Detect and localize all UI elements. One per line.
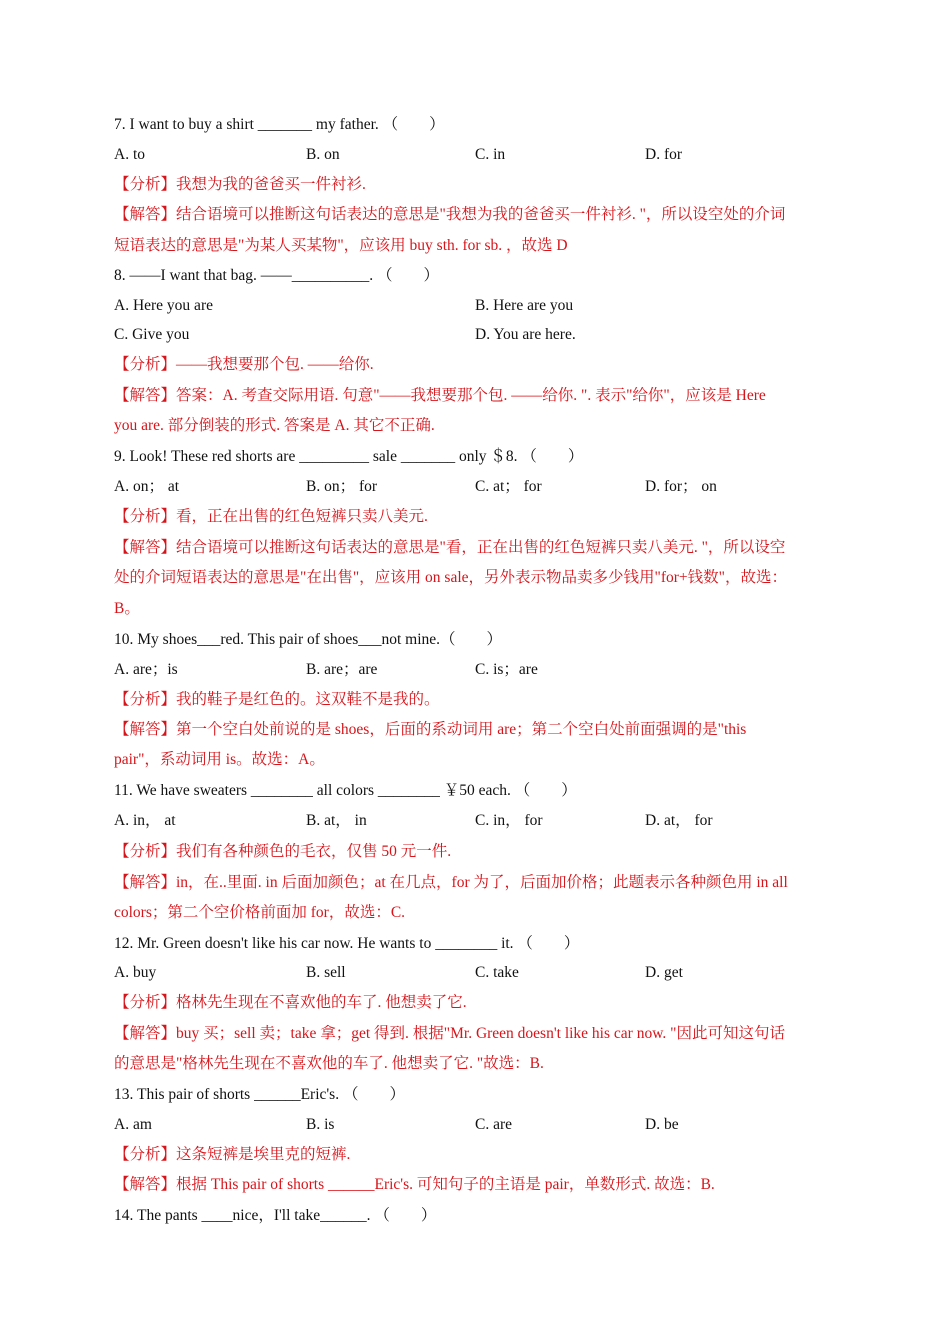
question-8-option-d: D. You are here. — [475, 326, 576, 343]
question-11-analysis: 【分析】我们有各种颜色的毛衣，仅售 50 元一件. — [114, 843, 452, 860]
question-7-option-c: C. in — [475, 146, 506, 163]
question-11-solution-line: colors；第二个空价格前面加 for，故选：C. — [114, 904, 406, 921]
question-9-option-a: A. on； at — [114, 478, 180, 495]
question-7-stem: 7. I want to buy a shirt _______ my father. （ ） — [114, 116, 445, 133]
question-10-stem: 10. My shoes___red. This pair of shoes___not mine.（ ） — [114, 631, 503, 648]
question-9-solution-line: B。 — [114, 600, 140, 617]
question-8-option-c: C. Give you — [114, 326, 190, 343]
question-8-solution-line: 【解答】答案：A. 考查交际用语. 句意"——我想要那个包. ——给你. ". 表示"给你"，应该是 Here — [114, 387, 766, 404]
question-11-option-d: D. at， for — [645, 812, 713, 829]
question-11-option-b: B. at， in — [306, 812, 367, 829]
question-13-option-a: A. am — [114, 1116, 152, 1133]
question-11-option-a: A. in， at — [114, 812, 176, 829]
question-7-solution-line: 短语表达的意思是"为某人买某物"，应该用 buy sth. for sb. ，故选 D — [114, 237, 568, 254]
question-11-option-c: C. in， for — [475, 812, 543, 829]
question-12-option-d: D. get — [645, 964, 683, 981]
question-13-option-b: B. is — [306, 1116, 335, 1133]
question-9-solution-line: 处的介词短语表达的意思是"在出售"，应该用 on sale，另外表示物品卖多少钱用"for+钱数"，故选： — [114, 569, 787, 586]
question-7-option-b: B. on — [306, 146, 340, 163]
question-7-solution-line: 【解答】结合语境可以推断这句话表达的意思是"我想为我的爸爸买一件衬衫. "，所以设空处的介词 — [114, 206, 786, 223]
question-11-solution-line: 【解答】in，在..里面. in 后面加颜色；at 在几点，for 为了，后面加价格；此题表示各种颜色用 in all — [114, 874, 788, 891]
question-8-analysis: 【分析】——我想要那个包. ——给你. — [114, 356, 374, 373]
question-7-option-a: A. to — [114, 146, 145, 163]
question-13-stem: 13. This pair of shorts ______Eric's. （ ） — [114, 1086, 405, 1103]
question-7-option-d: D. for — [645, 146, 683, 163]
question-9-option-d: D. for； on — [645, 478, 717, 495]
question-9-stem: 9. Look! These red shorts are _________ sale _______ only ＄8. （ ） — [114, 448, 584, 465]
question-10-option-b: B. are；are — [306, 661, 378, 678]
question-13-analysis: 【分析】这条短裤是埃里克的短裤. — [114, 1146, 351, 1163]
question-12-option-a: A. buy — [114, 964, 157, 981]
question-8-option-b: B. Here are you — [475, 297, 574, 314]
question-8-option-a: A. Here you are — [114, 297, 213, 314]
question-12-stem: 12. Mr. Green doesn't like his car now. He wants to ________ it. （ ） — [114, 935, 580, 952]
question-7-analysis: 【分析】我想为我的爸爸买一件衬衫. — [114, 176, 366, 193]
question-9-solution-line: 【解答】结合语境可以推断这句话表达的意思是"看，正在出售的红色短裤只卖八美元. "，所以设空 — [114, 539, 786, 556]
question-12-option-c: C. take — [475, 964, 519, 981]
question-13-option-c: C. are — [475, 1116, 513, 1133]
question-8-solution-line: you are. 部分倒装的形式. 答案是 A. 其它不正确. — [114, 417, 435, 434]
question-13-solution-line: 【解答】根据 This pair of shorts ______Eric's. 可知句子的主语是 pair，单数形式. 故选：B. — [114, 1176, 715, 1193]
question-10-solution-line: pair"，系动词用 is。故选：A。 — [114, 751, 325, 768]
question-9-analysis: 【分析】看，正在出售的红色短裤只卖八美元. — [114, 508, 428, 525]
question-9-option-c: C. at； for — [475, 478, 542, 495]
question-11-stem: 11. We have sweaters ________ all colors ________ ￥50 each. （ ） — [114, 782, 577, 799]
question-10-option-a: A. are；is — [114, 661, 178, 678]
question-8-stem: 8. ——I want that bag. ——__________. （ ） — [114, 267, 440, 284]
question-10-analysis: 【分析】我的鞋子是红色的。这双鞋不是我的。 — [114, 691, 440, 708]
question-12-analysis: 【分析】格林先生现在不喜欢他的车了. 他想卖了它. — [114, 994, 467, 1011]
question-12-solution-line: 【解答】buy 买；sell 卖；take 拿；get 得到. 根据"Mr. Green doesn't like his car now. "因此可知这句话 — [114, 1025, 785, 1042]
question-9-option-b: B. on； for — [306, 478, 378, 495]
question-10-solution-line: 【解答】第一个空白处前说的是 shoes，后面的系动词用 are；第二个空白处前面强调的是"this — [114, 721, 747, 738]
question-10-option-c: C. is；are — [475, 661, 538, 678]
question-12-solution-line: 的意思是"格林先生现在不喜欢他的车了. 他想卖了它. "故选：B. — [114, 1055, 544, 1072]
question-13-option-d: D. be — [645, 1116, 679, 1133]
question-12-option-b: B. sell — [306, 964, 346, 981]
question-14-stem: 14. The pants ____nice，I'll take______. （ ） — [114, 1207, 437, 1224]
